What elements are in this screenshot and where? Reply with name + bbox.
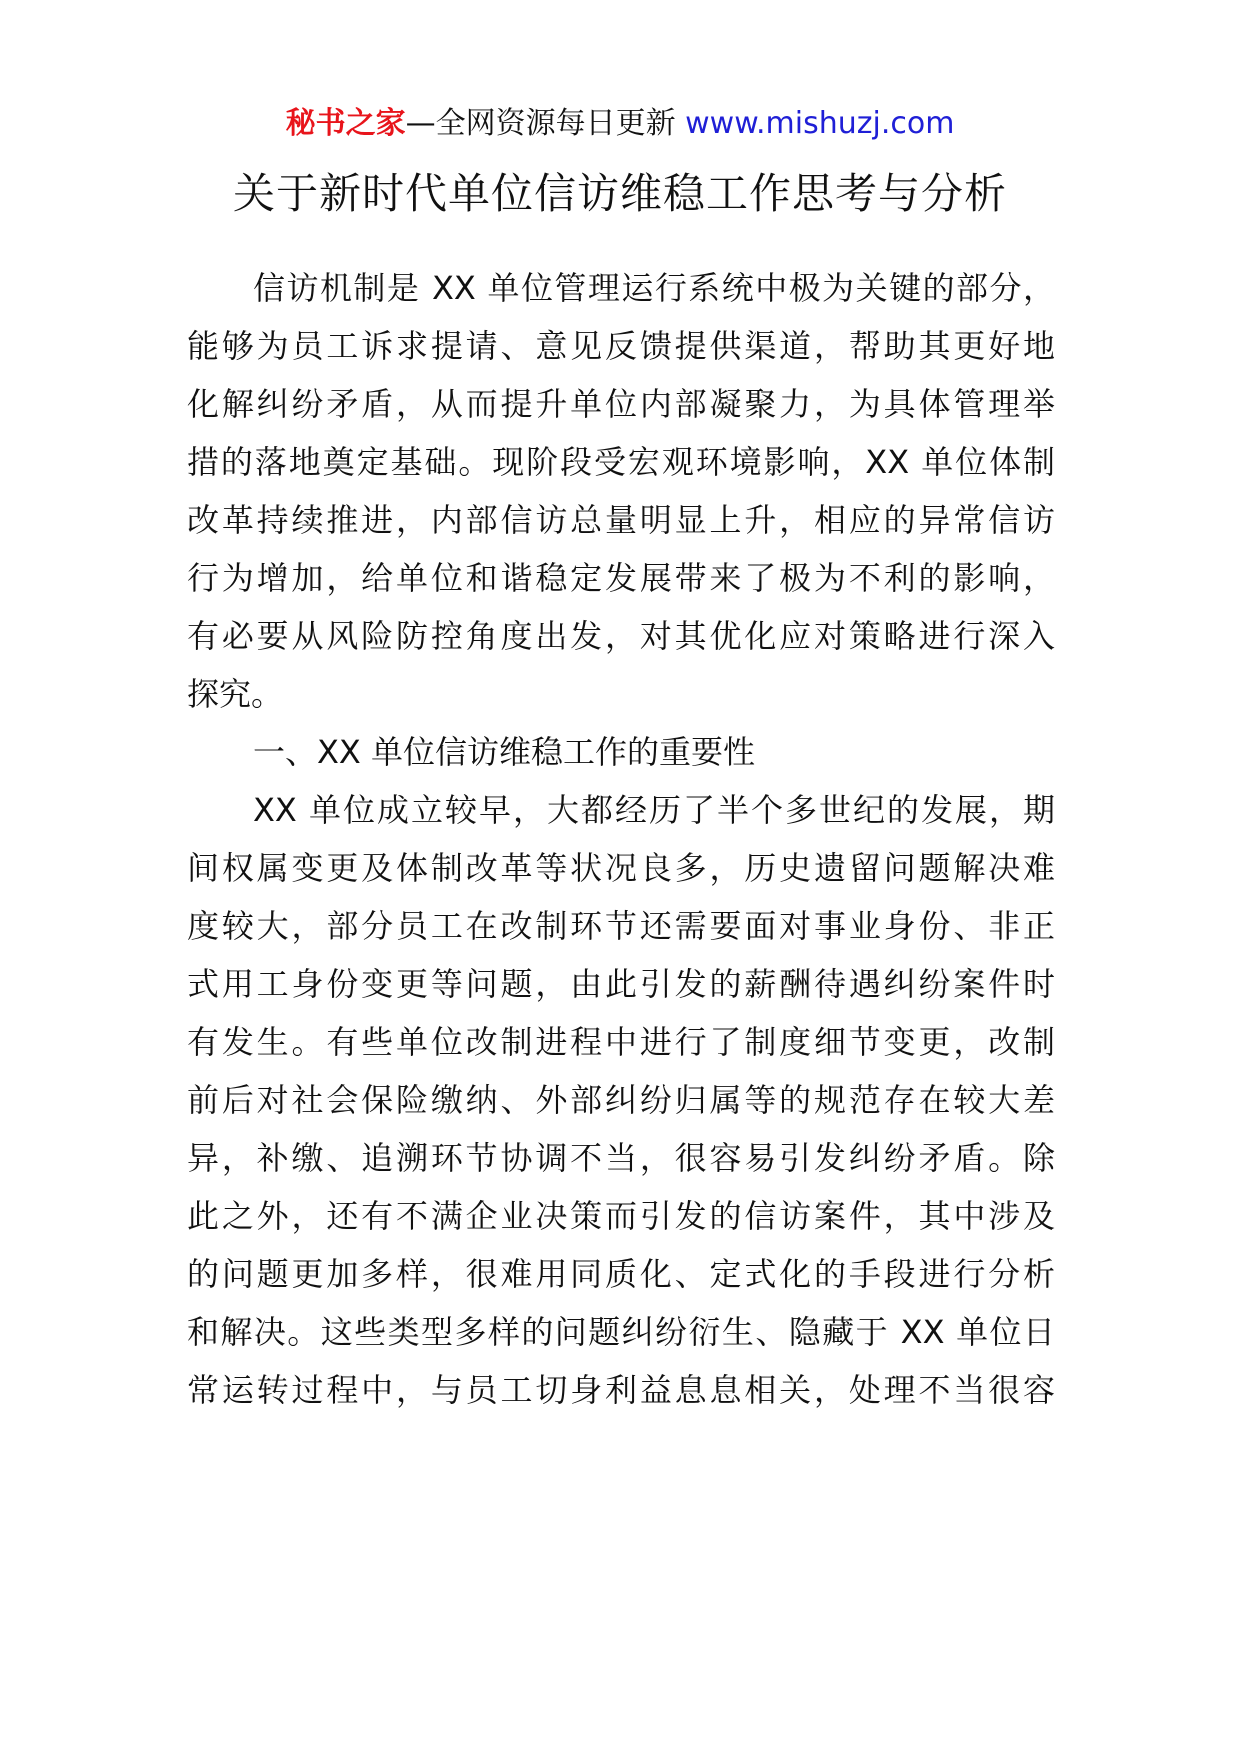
paragraph-line: 常运转过程中，与员工切身利益息息相关，处理不当很容 — [187, 1371, 1055, 1409]
paragraph-line: 的问题更加多样，很难用同质化、定式化的手段进行分析 — [187, 1255, 1055, 1293]
paragraph-line: 探究。 — [187, 675, 284, 713]
paragraph-line: 异，补缴、追溯环节协调不当，很容易引发纠纷矛盾。除 — [187, 1139, 1055, 1177]
paragraph-line: 信访机制是 XX 单位管理运行系统中极为关键的部分， — [253, 269, 1055, 307]
paragraph-line: 式用工身份变更等问题，由此引发的薪酬待遇纠纷案件时 — [187, 965, 1055, 1003]
paragraph-line: 有发生。有些单位改制进程中进行了制度细节变更，改制 — [187, 1023, 1055, 1061]
paragraph-line: 能够为员工诉求提请、意见反馈提供渠道，帮助其更好地 — [187, 327, 1055, 365]
paragraph-line: 和解决。这些类型多样的问题纠纷衍生、隐藏于 XX 单位日 — [187, 1313, 1055, 1351]
paragraph-line: 度较大，部分员工在改制环节还需要面对事业身份、非正 — [187, 907, 1055, 945]
section-heading: 一、XX 单位信访维稳工作的重要性 — [253, 733, 756, 771]
paragraph-line: 化解纠纷矛盾，从而提升单位内部凝聚力，为具体管理举 — [187, 385, 1055, 423]
paragraph-line: XX 单位成立较早，大都经历了半个多世纪的发展，期 — [253, 791, 1055, 829]
site-url-link[interactable]: www.mishuzj.com — [685, 106, 955, 141]
brand-name: 秘书之家 — [285, 106, 406, 141]
site-header — [0, 100, 1240, 148]
paragraph-line: 前后对社会保险缴纳、外部纠纷归属等的规范存在较大差 — [187, 1081, 1055, 1119]
document-title: 关于新时代单位信访维稳工作思考与分析 — [232, 169, 1007, 218]
paragraph-line: 行为增加，给单位和谐稳定发展带来了极为不利的影响， — [187, 559, 1055, 597]
paragraph-line: 此之外，还有不满企业决策而引发的信访案件，其中涉及 — [187, 1197, 1055, 1235]
site-slogan: —全网资源每日更新 — [405, 106, 676, 141]
paragraph-line: 有必要从风险防控角度出发，对其优化应对策略进行深入 — [187, 617, 1055, 655]
paragraph-line: 措的落地奠定基础。现阶段受宏观环境影响，XX 单位体制 — [187, 443, 1055, 481]
paragraph-line: 间权属变更及体制改革等状况良多，历史遗留问题解决难 — [187, 849, 1055, 887]
paragraph-line: 改革持续推进，内部信访总量明显上升，相应的异常信访 — [187, 501, 1055, 539]
